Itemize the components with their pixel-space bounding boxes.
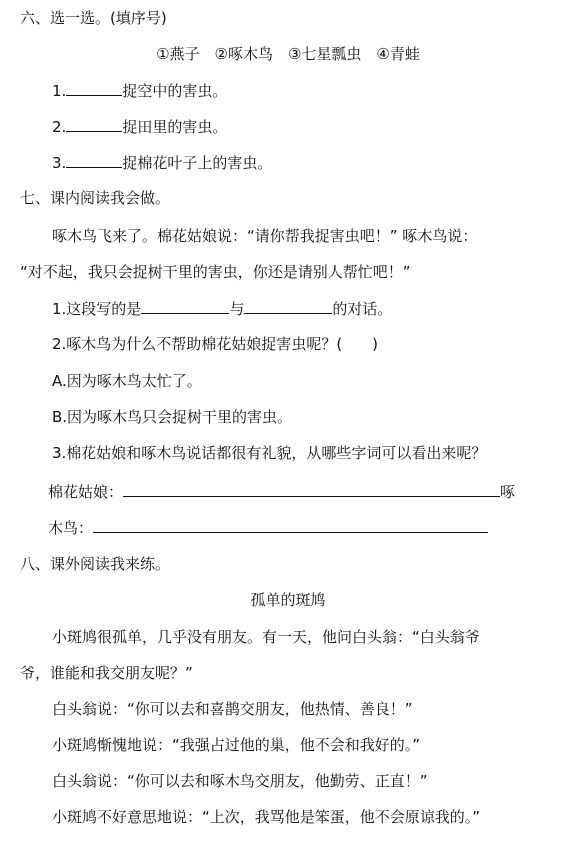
story-paragraph-1-line-1: 小斑鸠很孤单，几乎没有朋友。有一天，他问白头翁：“白头翁爷 [52,628,480,646]
question-1 [52,298,392,318]
story-paragraph-2: 白头翁说：“你可以去和喜鹊交朋友，他热情、善良！” [52,700,413,718]
story-title: 孤单的斑鸠 [250,591,326,609]
question-3: 3.棉花姑娘和啄木鸟说话都很有礼貌，从哪些字词可以看出来呢？ [52,444,487,462]
answer-blank[interactable] [66,152,122,168]
item-number: 2. [52,118,67,136]
answer-1-tail: 啄 [500,483,516,501]
item-text: 捉空中的害虫。 [122,82,228,100]
answer-line-1 [48,481,515,501]
question-2-option-a: A.因为啄木鸟太忙了。 [52,372,202,390]
item-text: 捉田里的害虫。 [122,118,228,136]
item-number: 1. [52,82,67,100]
section6-options: ①燕子 ②啄木鸟 ③七星瓢虫 ④青蛙 [156,45,420,63]
question-1-suffix: 的对话。 [332,300,393,318]
question-2: 2.啄木鸟为什么不帮助棉花姑娘捉害虫呢？( ) [52,335,379,353]
question-1-mid: 与 [229,300,245,318]
answer-blank[interactable] [66,116,122,132]
story-paragraph-4: 白头翁说：“你可以去和啄木鸟交朋友，他勤劳、正直！” [52,772,428,790]
answer-blank[interactable] [93,517,488,533]
item-text: 捉棉花叶子上的害虫。 [122,154,273,172]
story-paragraph-1-line-2: 爷，谁能和我交朋友呢？” [20,664,193,682]
passage-line-2: “对不起，我只会捉树干里的害虫，你还是请别人帮忙吧！” [20,263,411,281]
section7-heading: 七、课内阅读我会做。 [20,189,171,207]
story-paragraph-3: 小斑鸠惭愧地说：“我强占过他的巢，他不会和我好的。” [52,736,421,754]
answer-blank[interactable] [123,481,500,497]
section6-item-3 [52,152,272,172]
story-paragraph-5: 小斑鸠不好意思地说：“上次，我骂他是笨蛋，他不会原谅我的。” [52,808,481,826]
section6-item-1 [52,80,227,100]
passage-line-1: 啄木鸟飞来了。棉花姑娘说：“请你帮我捉害虫吧！” 啄木鸟说： [52,227,478,245]
section8-heading: 八、课外阅读我来练。 [20,555,171,573]
answer-line-2 [48,517,488,537]
answer-2-label: 木鸟： [48,519,94,537]
answer-blank[interactable] [141,298,229,314]
question-2-option-b: B.因为啄木鸟只会捉树干里的害虫。 [52,408,293,426]
section6-item-2 [52,116,227,136]
answer-blank[interactable] [244,298,332,314]
question-1-prefix: 1.这段写的是 [52,300,142,318]
answer-1-label: 棉花姑娘： [48,483,124,501]
item-number: 3. [52,154,67,172]
answer-blank[interactable] [66,80,122,96]
section6-heading: 六、选一选。(填序号) [20,9,167,27]
